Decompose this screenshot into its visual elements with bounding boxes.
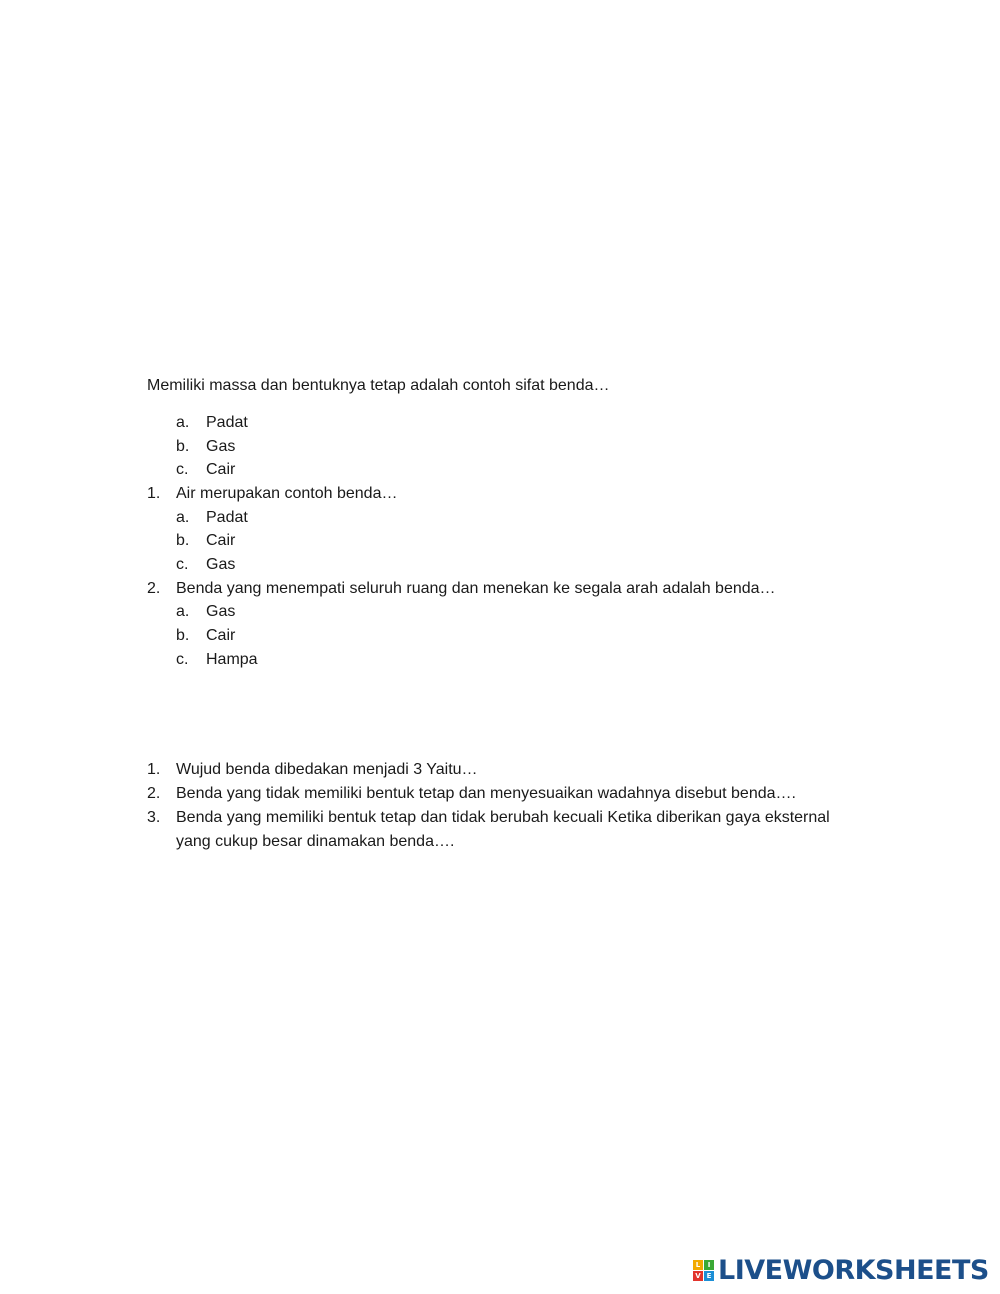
question-text: Air merupakan contoh benda… — [176, 485, 398, 502]
logo-mark-tile: I — [704, 1260, 714, 1270]
option-text: Gas — [206, 603, 236, 620]
question-number: 1. — [147, 761, 161, 778]
option-marker: a. — [176, 414, 190, 431]
option-marker: a. — [176, 603, 190, 620]
question-text: Benda yang tidak memiliki bentuk tetap dan menyesuaikan wadahnya disebut benda…. — [176, 785, 796, 802]
option-text: Cair — [206, 627, 236, 644]
option-marker: b. — [176, 532, 190, 549]
logo-mark-icon — [693, 1260, 714, 1281]
liveworksheets-logo[interactable] — [693, 1255, 989, 1285]
option-text: Cair — [206, 532, 236, 549]
option-marker: c. — [176, 651, 189, 668]
option-text: Padat — [206, 414, 248, 431]
question-number: 1. — [147, 485, 161, 502]
question-number: 3. — [147, 809, 161, 826]
option-text: Gas — [206, 438, 236, 455]
logo-text: LIVEWORKSHEETS — [718, 1254, 989, 1286]
option-marker: b. — [176, 627, 190, 644]
question-text: Benda yang menempati seluruh ruang dan menekan ke segala arah adalah benda… — [176, 580, 776, 597]
option-text: Gas — [206, 556, 236, 573]
option-text: Padat — [206, 509, 248, 526]
option-marker: c. — [176, 461, 189, 478]
question-number: 2. — [147, 785, 161, 802]
logo-mark-tile: V — [693, 1271, 703, 1281]
question-text: Benda yang memiliki bentuk tetap dan tidak berubah kecuali Ketika diberikan gaya eksternal yang cukup besar dinamakan benda…. — [176, 809, 830, 850]
option-text: Hampa — [206, 651, 258, 668]
intro-question: Memiliki massa dan bentuknya tetap adalah contoh sifat benda… — [147, 377, 610, 394]
option-marker: a. — [176, 509, 190, 526]
logo-mark-tile: E — [704, 1271, 714, 1281]
question-text: Wujud benda dibedakan menjadi 3 Yaitu… — [176, 761, 478, 778]
option-marker: c. — [176, 556, 189, 573]
question-number: 2. — [147, 580, 161, 597]
logo-mark-tile: L — [693, 1260, 703, 1270]
option-marker: b. — [176, 438, 190, 455]
option-text: Cair — [206, 461, 236, 478]
